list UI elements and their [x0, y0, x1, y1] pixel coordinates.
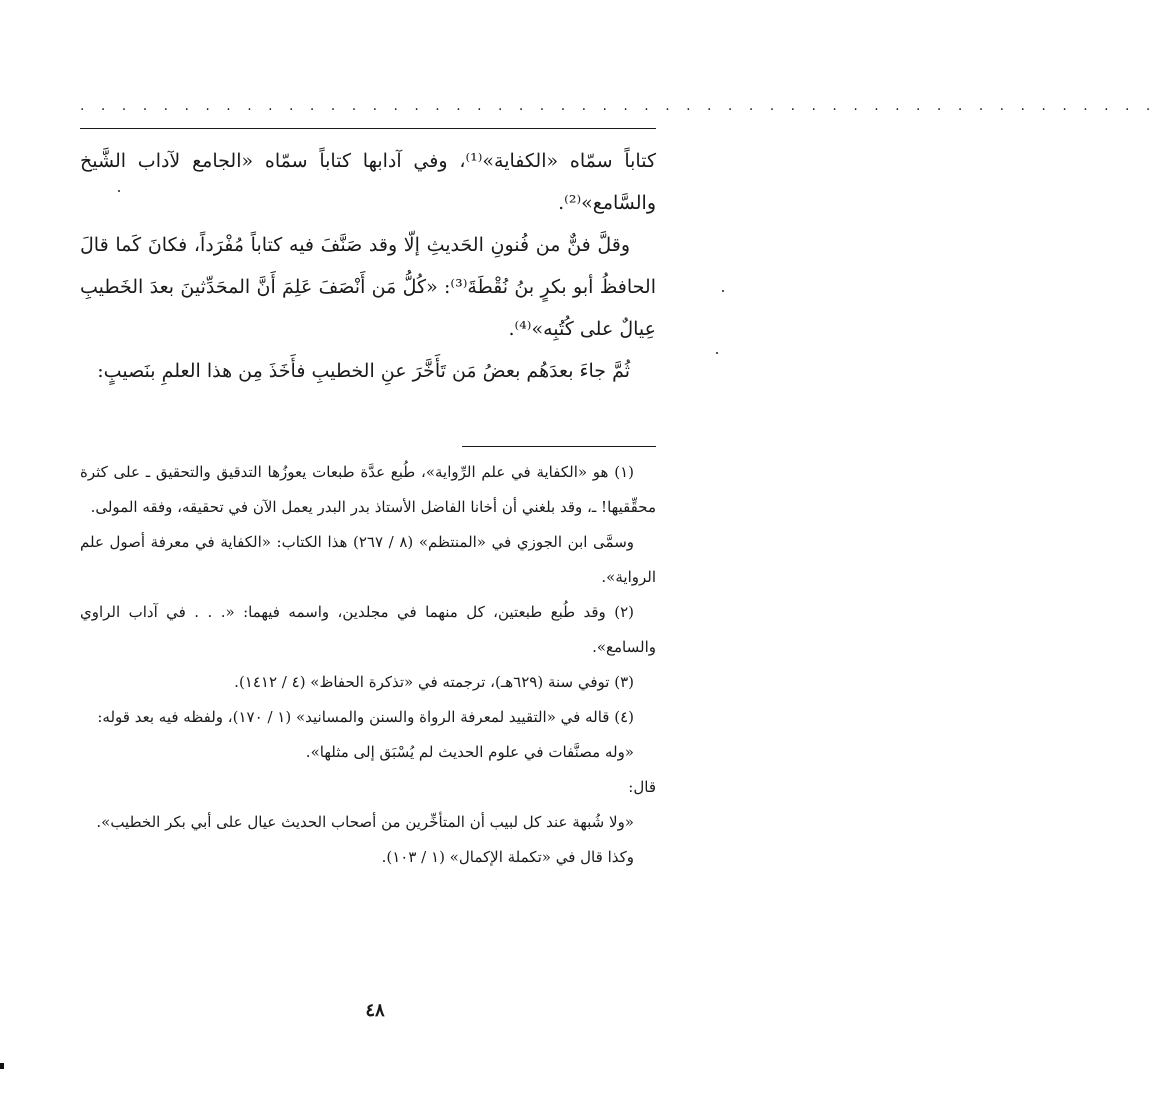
footnote-4-quote-2: «ولا شُبهة عند كل لبيب أن المتأخِّرين من أصحاب الحديث عيال على أبي بكر الخطيب». — [96, 813, 634, 831]
footnote-4-qal: قال: — [628, 778, 656, 796]
running-header-dots: . . . . . . . . . . . . . . . . . . . . . . . . . . . . . . . . . . . . . . . . . . . . . . . . . . . . — [80, 98, 1156, 114]
main-text — [80, 140, 656, 392]
main-paragraph: ثُمَّ جاءَ بعدَهُم بعضُ مَن تَأَخَّرَ عنِ الخطيبِ فأَخَذَ مِن هذا العلمِ بنَصيبٍ: — [97, 360, 630, 382]
margin-speck — [722, 290, 724, 292]
footnote-1-continuation: وسمَّى ابن الجوزي في «المنتظم» (٨ / ٢٦٧) هذا الكتاب: «الكفاية في معرفة أصول علم الرواية». — [80, 533, 656, 586]
footnote-4-reference: وكذا قال في «تكملة الإكمال» (١ / ١٠٣). — [381, 848, 634, 866]
page-number: ٤٨ — [365, 1000, 385, 1021]
margin-speck — [716, 352, 718, 354]
footnote-2: (٢) وقد طُبع طبعتين، كل منهما في مجلدين، واسمه فيهما: «. . . في آداب الراوي والسامع». — [80, 603, 656, 656]
footnotes — [80, 455, 656, 875]
footnote-1: (١) هو «الكفاية في علم الرِّواية»، طُبع عدَّة طبعات يعوزُها التدقيق والتحقيق ـ على كثرة محقِّقيها! ـ، وقد بلغني أن أخانا الفاضل الأستاذ بدر البدر يعمل الآن في تحقيقه، وفقه المولى. — [80, 463, 656, 516]
footnote-separator-rule — [462, 446, 656, 447]
main-paragraph: كتاباً سمّاه «الكفاية»⁽¹⁾، وفي آدابها كتاباً سمّاه «الجامع لآداب الشَّيخ والسَّامع»⁽²⁾. — [80, 150, 656, 214]
footnote-4-quote-1: «وله مصنَّفات في علوم الحديث لم يُسْبَق إلى مثلها». — [305, 743, 634, 761]
margin-speck — [118, 190, 120, 192]
main-paragraph: وقلَّ فنٌّ من فُنونِ الحَديثِ إلّا وقد صَنَّفَ فيه كتاباً مُفْرَداً، فكانَ كَما قالَ الحافظُ أبو بكرٍ بنُ نُقْطَةَ⁽³⁾: «كُلُّ مَن أَنْصَفَ عَلِمَ أَنَّ المحَدِّثينَ بعدَ الخَطيبِ عِيالٌ على كُتُبِه»⁽⁴⁾. — [80, 234, 656, 340]
edge-mark — [0, 1063, 4, 1069]
footnote-3: (٣) توفي سنة (٦٢٩هـ)، ترجمته في «تذكرة الحفاظ» (٤ / ١٤١٢). — [234, 673, 634, 691]
footnote-4: (٤) قاله في «التقييد لمعرفة الرواة والسنن والمسانيد» (١ / ١٧٠)، ولفظه فيه بعد قوله: — [97, 708, 634, 726]
header-rule — [80, 128, 656, 129]
